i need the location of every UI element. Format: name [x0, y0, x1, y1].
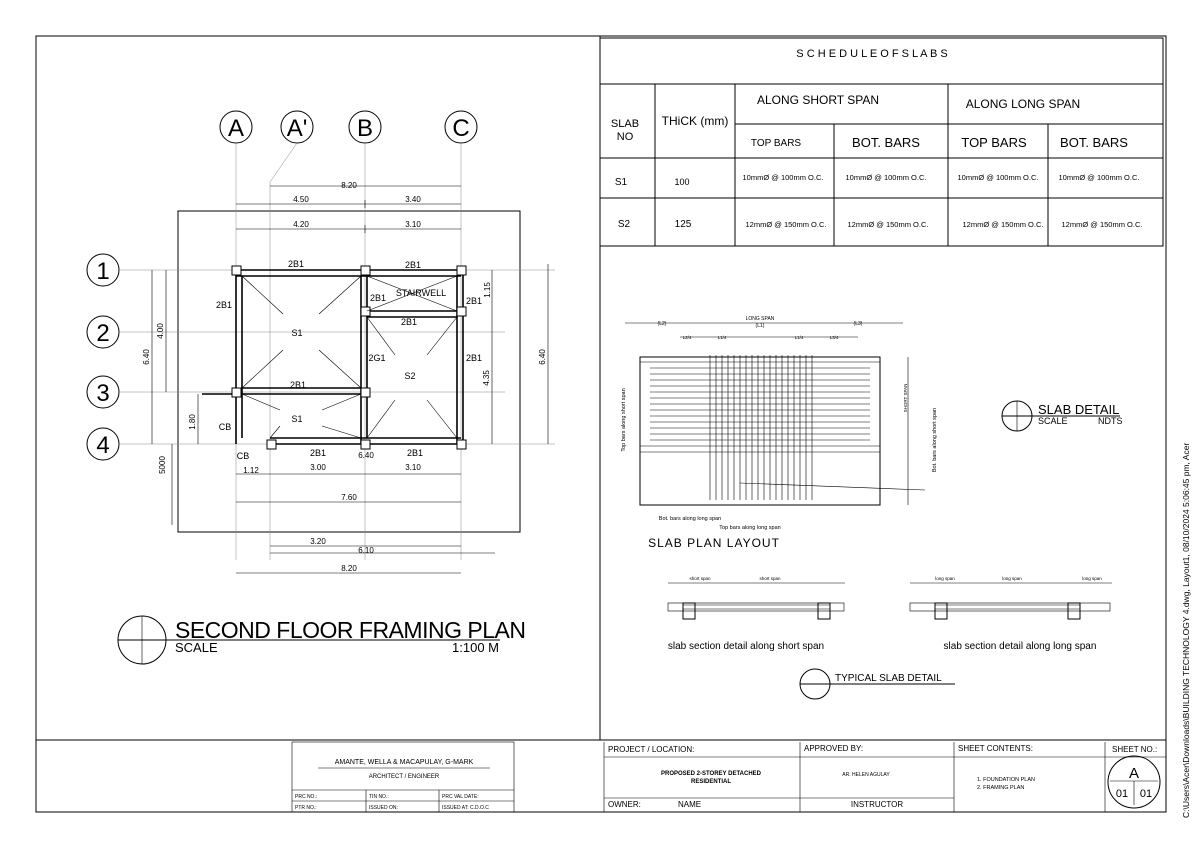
schedule-row-cell: 12mmØ @ 150mm O.C. — [1061, 220, 1143, 229]
tin-no: TIN NO.: — [369, 794, 389, 800]
beam-label: 2B1 — [287, 259, 305, 269]
approver-name: AR. HELEN AGULAY — [842, 772, 890, 778]
sheet-total: 01 — [1139, 788, 1153, 800]
beam-label: 2B1 — [215, 300, 233, 310]
sheet-contents-label: SHEET CONTENTS: — [958, 744, 1033, 753]
svg-text:(L3): (L3) — [853, 321, 863, 327]
firm-role: ARCHITECT / ENGINEER — [368, 774, 440, 780]
schedule-row-cell: 10mmØ @ 100mm O.C. — [957, 173, 1039, 182]
owner-name: NAME — [678, 800, 702, 809]
dim-top-a: 4.50 — [293, 195, 309, 204]
grid-bubble-4 — [87, 428, 119, 460]
sheet-letter: A — [1128, 765, 1140, 782]
typical-slab-detail-callout — [800, 669, 955, 699]
sheet-content-1: 1. FOUNDATION PLAN — [977, 777, 1035, 783]
slab-label: S1 — [291, 414, 303, 424]
dim-right-c: 6.40 — [538, 349, 547, 365]
svg-text:LONG SPAN: LONG SPAN — [745, 316, 775, 322]
svg-text:B: B — [356, 115, 374, 142]
issued-at: ISSUED AT: C.D.O.C — [442, 805, 489, 811]
slab-label: S1 — [291, 328, 303, 338]
project-label: PROJECT / LOCATION: — [608, 745, 695, 754]
schedule-header-short-span: ALONG SHORT SPAN — [756, 93, 880, 107]
schedule-row-cell: 10mmØ @ 100mm O.C. — [1058, 173, 1140, 182]
section-short-label: slab section detail along short span — [667, 641, 825, 652]
grid-bubble-3 — [87, 376, 119, 408]
svg-text:SHORT SPAN: SHORT SPAN — [903, 383, 908, 413]
dim-bottom-mid: 6.40 — [358, 451, 374, 460]
slab-detail-ndts: NDTS — [1098, 416, 1123, 426]
svg-text:L1/4: L1/4 — [794, 335, 804, 340]
schedule-of-slabs — [600, 38, 1163, 246]
grid-bubble-a — [220, 111, 252, 143]
svg-text:4: 4 — [96, 432, 110, 459]
framing-plan-scale-label: SCALE — [175, 640, 218, 655]
schedule-row-thick: 100 — [674, 177, 690, 187]
beam-label: 2B1 — [400, 317, 418, 327]
schedule-row-cell: 12mmØ @ 150mm O.C. — [847, 220, 929, 229]
dim-bottom-a: 1.12 — [243, 466, 259, 475]
dim-right-b: 4.35 — [482, 370, 491, 386]
slab-label: S2 — [404, 371, 416, 381]
framing-plan-scale: 1:100 M — [452, 640, 499, 655]
label-top-bars-short: Top bars along short span — [621, 388, 627, 452]
title-block — [292, 742, 1166, 812]
girder-label: 2G1 — [368, 353, 386, 363]
slab-plan-layout — [621, 316, 938, 550]
dim-left-b: 4.00 — [156, 323, 165, 339]
schedule-header-top-bars-long: TOP BARS — [961, 135, 1027, 150]
svg-text:L1/4: L1/4 — [717, 335, 727, 340]
grid-bubble-c — [445, 111, 477, 143]
label-bot-bars-short: Bot. bars along short span — [932, 407, 938, 473]
file-path-stamp: C:\Users\Acer\Downloads\BUILDING TECHNOLOGY 4.dwg, Layout1, 08/10/2024 5:06:45 pm, Acer — [1181, 442, 1191, 818]
framing-plan-title: SECOND FLOOR FRAMING PLAN — [175, 617, 526, 643]
section-detail-short — [668, 576, 845, 652]
beam-label: 2B1 — [289, 380, 307, 390]
svg-text:A: A — [227, 115, 245, 142]
dim-bottom-b: 3.00 — [310, 463, 326, 472]
prc-no: PRC NO.: — [295, 794, 318, 800]
dim-top-overall: 8.20 — [341, 181, 357, 190]
cb-label: CB — [218, 422, 232, 432]
svg-text:(L1): (L1) — [755, 323, 765, 329]
schedule-header-long-span: ALONG LONG SPAN — [965, 97, 1081, 111]
svg-text:short span: short span — [689, 576, 711, 581]
schedule-header-slab: SLAB — [610, 118, 640, 130]
schedule-header-no: NO — [616, 131, 634, 143]
dim-left-d: 5000 — [158, 456, 167, 474]
slab-plan-layout-title: SLAB PLAN LAYOUT — [648, 536, 780, 550]
slab-detail-scale: SCALE — [1038, 416, 1068, 426]
slab-detail-title: SLAB DETAIL — [1038, 402, 1120, 417]
schedule-row-thick: 125 — [674, 219, 692, 230]
approved-label: APPROVED BY: — [804, 744, 864, 753]
label-top-bars-long: Top bars along long span — [719, 525, 781, 531]
schedule-header-bot-bars-long: BOT. BARS — [1060, 135, 1128, 150]
sheet-number: 01 — [1115, 788, 1129, 800]
sheet-content-2: 2. FRAMING PLAN — [977, 785, 1025, 791]
grid-bubble-a-prime — [281, 111, 313, 143]
sheet-border — [36, 36, 1166, 812]
prc-val-date: PRC VAL DATE: — [442, 794, 479, 800]
dim-top-c: 4.20 — [293, 220, 309, 229]
dim-bottom-e: 3.20 — [310, 537, 326, 546]
svg-text:long span: long span — [1082, 576, 1102, 581]
grid-bubble-2 — [87, 316, 119, 348]
beam-label: 2B1 — [406, 448, 424, 458]
schedule-title: S C H E D U L E O F S L A B S — [796, 48, 948, 60]
ptr-no: PTR NO.: — [295, 805, 317, 811]
framing-plan — [87, 111, 555, 664]
grid-bubble-b — [349, 111, 381, 143]
svg-text:L2/4: L2/4 — [682, 335, 692, 340]
schedule-row-cell: 12mmØ @ 150mm O.C. — [745, 220, 827, 229]
beam-label: 2B1 — [404, 260, 422, 270]
svg-text:2: 2 — [96, 320, 110, 347]
svg-text:3: 3 — [96, 380, 110, 407]
beam-label: 2B1 — [465, 353, 483, 363]
typical-slab-detail-title: TYPICAL SLAB DETAIL — [835, 673, 942, 684]
dim-left-a: 6.40 — [142, 349, 151, 365]
svg-text:long span: long span — [1002, 576, 1022, 581]
dim-top-b: 3.40 — [405, 195, 421, 204]
schedule-row-cell: 12mmØ @ 150mm O.C. — [962, 220, 1044, 229]
owner-label: OWNER: — [608, 800, 641, 809]
schedule-row-no: S2 — [617, 219, 631, 230]
svg-text:L3/4: L3/4 — [829, 335, 839, 340]
sheet-no-label: SHEET NO.: — [1112, 745, 1158, 754]
schedule-header-top-bars: TOP BARS — [750, 138, 802, 149]
schedule-header-thick: THiCK (mm) — [661, 114, 729, 128]
dim-bottom-f: 6.10 — [358, 546, 374, 555]
svg-text:(L2): (L2) — [657, 321, 667, 327]
stairwell-label: STAIRWELL — [395, 288, 447, 298]
svg-text:long span: long span — [935, 576, 955, 581]
dim-bottom-d: 7.60 — [341, 493, 357, 502]
dim-top-d: 3.10 — [405, 220, 421, 229]
schedule-row-no: S1 — [614, 177, 628, 188]
label-bot-bars-long: Bot. bars along long span — [658, 516, 722, 522]
dim-bottom-c: 3.10 — [405, 463, 421, 472]
svg-text:1: 1 — [96, 258, 110, 285]
dim-bottom-g: 8.20 — [341, 564, 357, 573]
issued-on: ISSUED ON: — [369, 805, 398, 811]
cb-label: CB — [236, 451, 250, 461]
schedule-row-cell: 10mmØ @ 100mm O.C. — [845, 173, 927, 182]
schedule-row-cell: 10mmØ @ 100mm O.C. — [742, 173, 824, 182]
firm-name: AMANTE, WELLA & MACAPULAY, G-MARK — [334, 759, 474, 766]
schedule-header-bot-bars: BOT. BARS — [852, 135, 920, 150]
slab-detail-callout — [1002, 401, 1123, 431]
project-line-1: PROPOSED 2-STOREY DETACHED — [660, 771, 762, 777]
beam-label: 2B1 — [309, 448, 327, 458]
svg-text:C: C — [452, 115, 470, 142]
svg-text:short span: short span — [759, 576, 781, 581]
approver-role: INSTRUCTOR — [850, 800, 904, 809]
beam-label: 2B1 — [369, 293, 387, 303]
section-long-label: slab section detail along long span — [943, 641, 1097, 652]
svg-text:A': A' — [286, 115, 308, 142]
project-line-2: RESIDENTIAL — [690, 779, 732, 785]
dim-left-c: 1.80 — [188, 414, 197, 430]
dim-right-a: 1.15 — [483, 282, 492, 298]
section-detail-long — [910, 576, 1112, 652]
beam-label: 2B1 — [465, 296, 483, 306]
grid-bubble-1 — [87, 254, 119, 286]
